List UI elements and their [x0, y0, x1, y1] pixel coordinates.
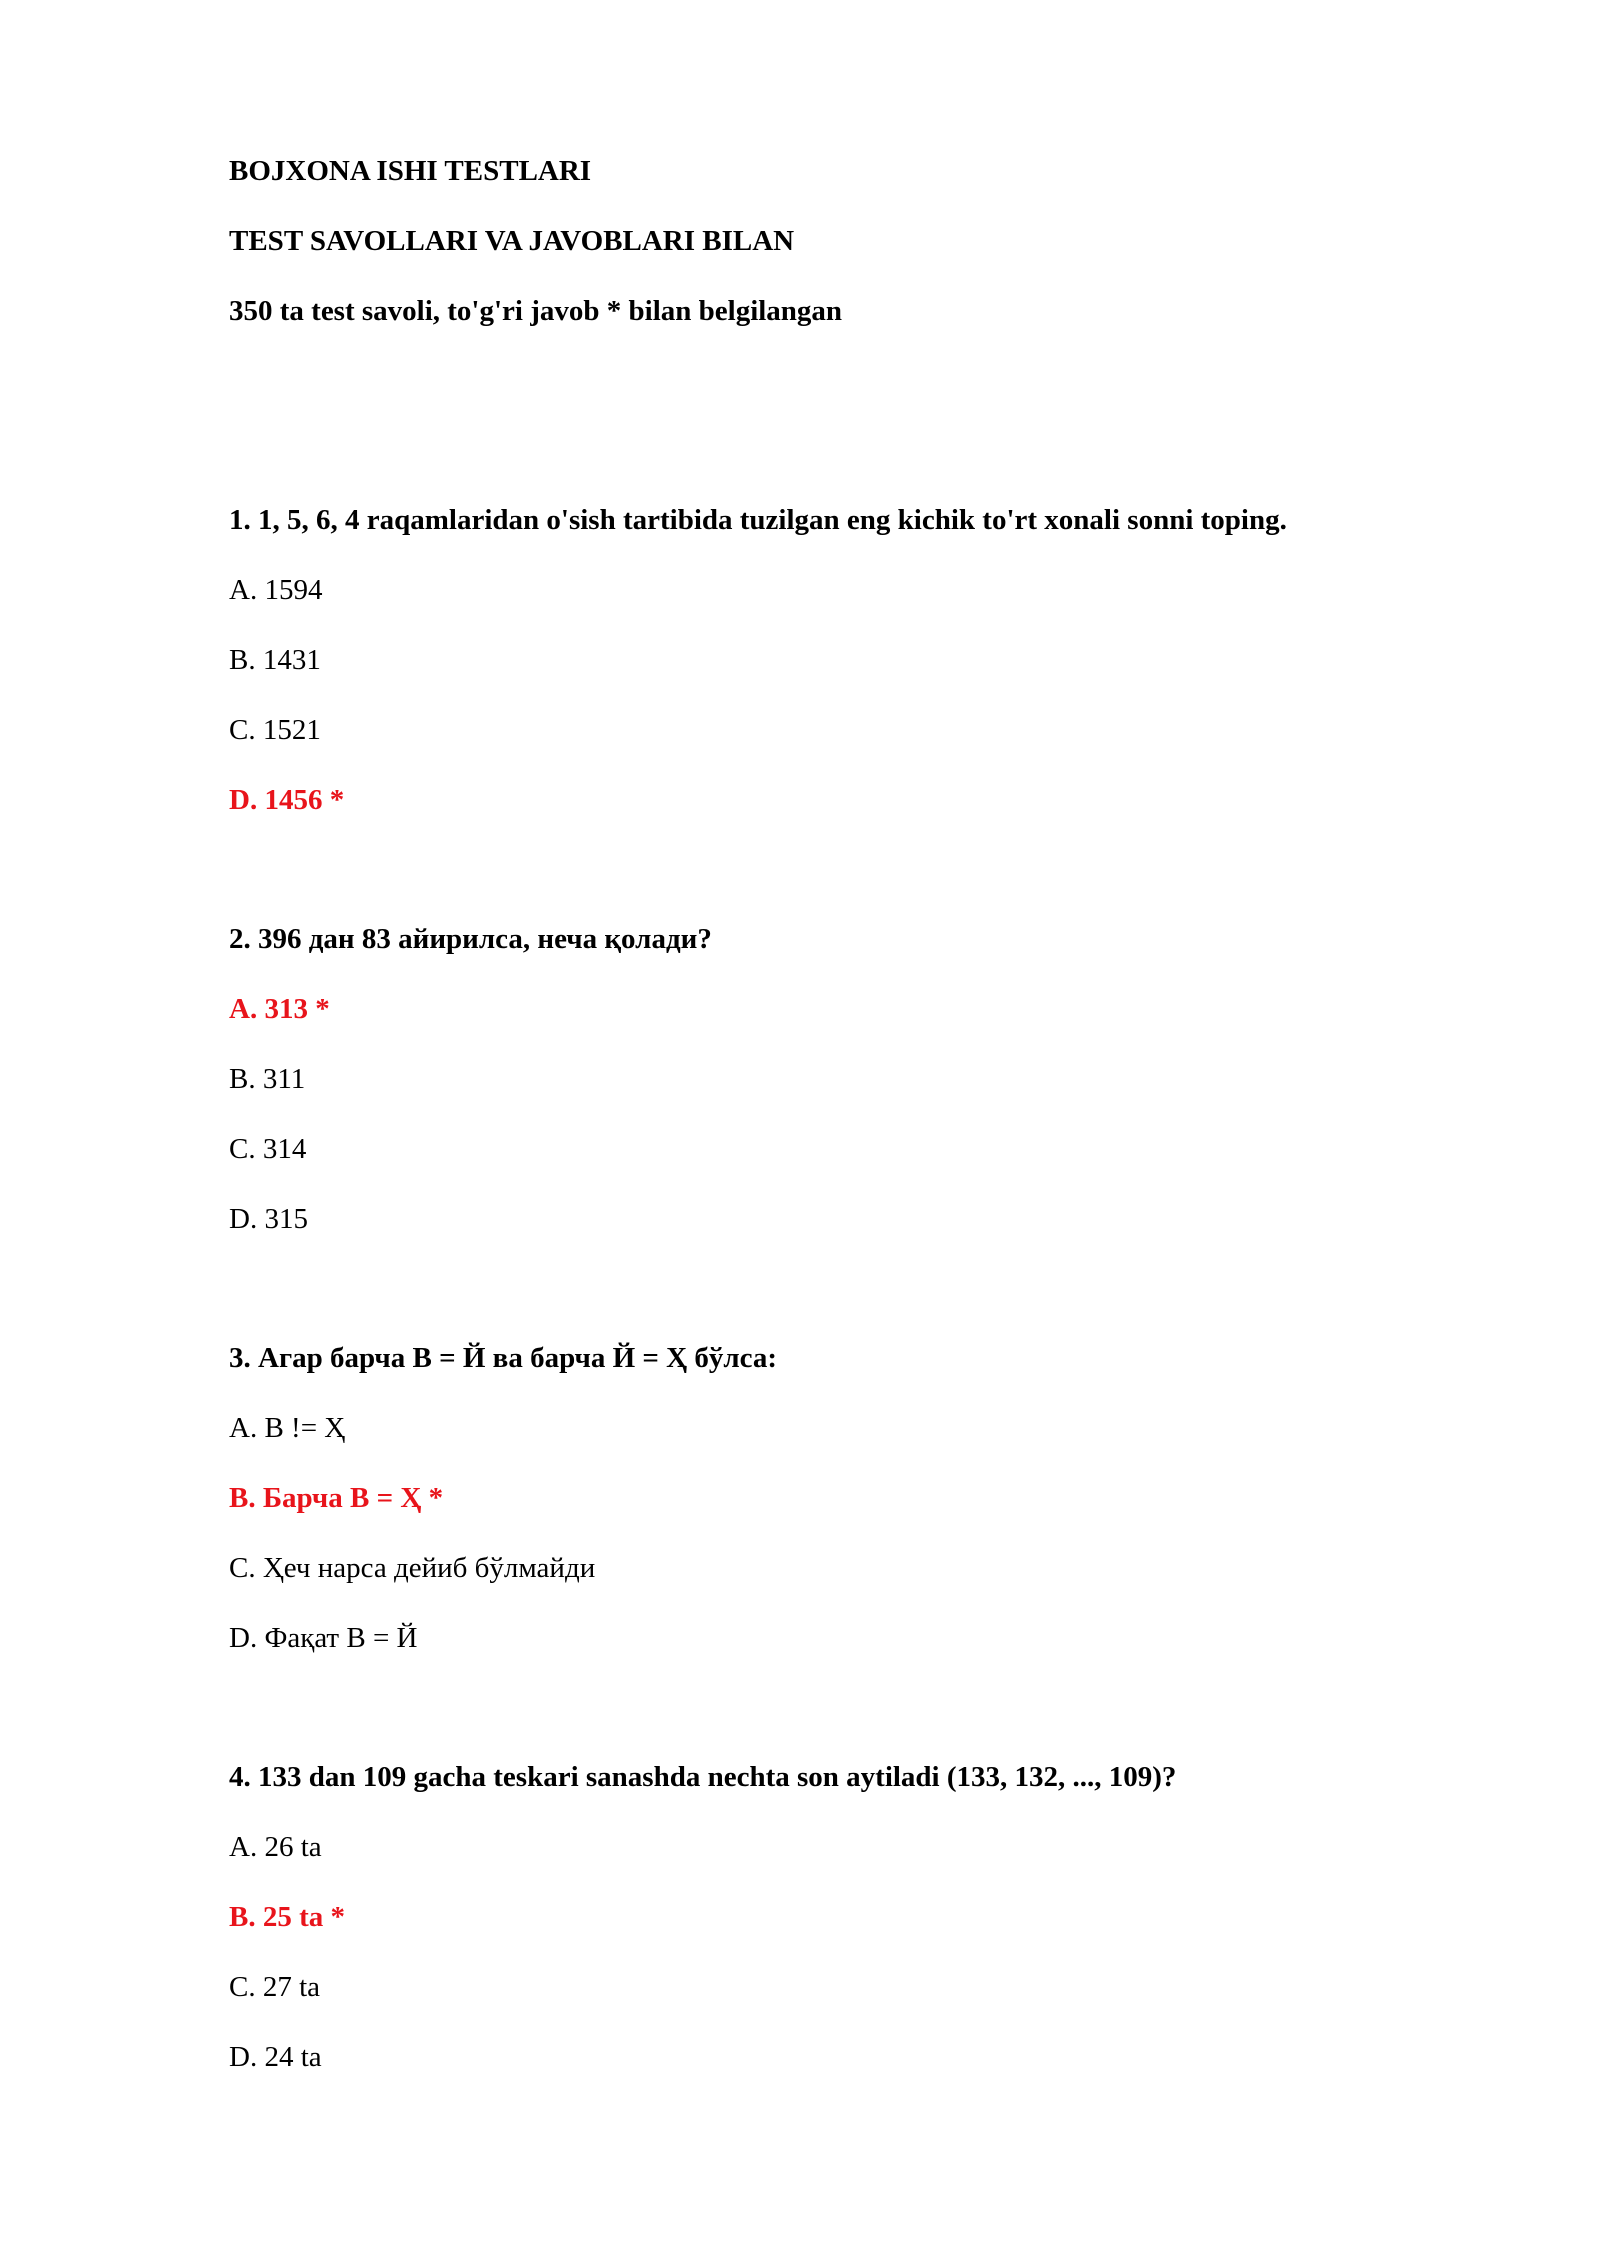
question-4-text: 4. 133 dan 109 gacha teskari sanashda nechta son aytiladi (133, 132, ..., 109)? — [229, 1761, 1177, 1793]
question-3-option-b-correct: B. Барча В = Ҳ * — [229, 1482, 444, 1514]
question-4-option-a: A. 26 ta — [229, 1831, 322, 1863]
question-2-option-b: B. 311 — [229, 1063, 306, 1095]
document-subtitle: TEST SAVOLLARI VA JAVOBLARI BILAN — [229, 225, 795, 257]
question-1-option-d-correct: D. 1456 * — [229, 784, 345, 816]
question-2-text: 2. 396 дан 83 айирилса, неча қолади? — [229, 923, 712, 955]
question-2-option-c: C. 314 — [229, 1133, 307, 1165]
question-4-option-c: C. 27 ta — [229, 1971, 321, 2003]
question-1-option-a: A. 1594 — [229, 574, 323, 606]
question-4-option-d: D. 24 ta — [229, 2041, 322, 2073]
question-3-option-c: C. Ҳеч нарса дейиб бўлмайди — [229, 1552, 596, 1584]
document-title: BOJXONA ISHI TESTLARI — [229, 155, 592, 187]
question-1-option-c: C. 1521 — [229, 714, 321, 746]
question-1-text: 1. 1, 5, 6, 4 raqamlaridan o'sish tartibida tuzilgan eng kichik to'rt xonali sonni toping. — [229, 504, 1287, 536]
question-3-option-d: D. Фақат В = Й — [229, 1622, 418, 1654]
question-2-option-d: D. 315 — [229, 1203, 308, 1235]
document-note: 350 ta test savoli, to'g'ri javob * bilan belgilangan — [229, 295, 843, 327]
question-4-option-b-correct: B. 25 ta * — [229, 1901, 345, 1933]
question-1-option-b: B. 1431 — [229, 644, 321, 676]
question-3-option-a: A. В != Ҳ — [229, 1412, 346, 1444]
question-3-text: 3. Агар барча В = Й ва барча Й = Ҳ бўлса: — [229, 1342, 778, 1374]
question-2-option-a-correct: A. 313 * — [229, 993, 330, 1025]
